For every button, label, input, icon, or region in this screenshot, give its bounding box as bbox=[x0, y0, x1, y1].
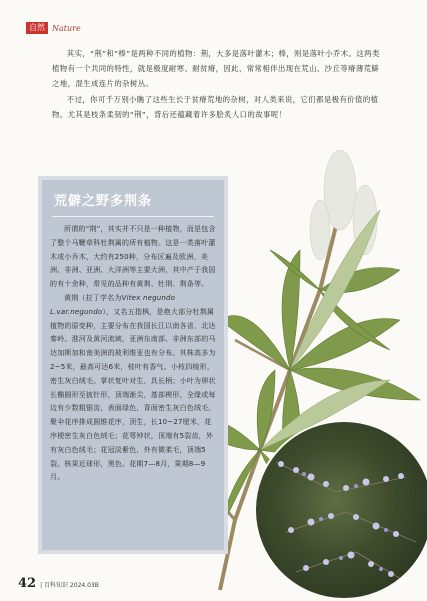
sidebar-divider bbox=[52, 216, 214, 217]
flower-cluster-graphic bbox=[256, 422, 427, 598]
category-badge: 自然 bbox=[26, 22, 48, 34]
page-number: 42 bbox=[18, 576, 37, 591]
sidebar-box bbox=[38, 176, 228, 554]
paragraph-rest: ），又名五指枫，是绝大部分牡荆属植物的原变种，主要分布在我国长江以南各省，北达秦岭、淮河及黄河流域，亚洲东南部、非洲东部的马达加斯加和南美洲的玻利维亚也有分布。其株高多为2~5米，最高可达6米，枝叶有香气。小枝四棱形，密生灰白绒毛。掌状复叶对生，具长柄；小叶为卵状长椭圆形至披针形，顶端渐尖，基部楔形，全缘或每边有少数粗锯齿，表面绿色，背面密生灰白色绒毛。聚伞花序排成圆锥花序，顶生，长10~27厘米，花序梗密生灰白色绒毛；花萼钟状，顶端有5裂齿，外有灰白色绒毛；花冠淡紫色，外有微柔毛，顶端5裂。核果近球形，黑色。花期7—8月，果期8—9月。 bbox=[50, 307, 216, 482]
sidebar-title: 荒僻之野多荆条 bbox=[54, 194, 153, 209]
intro-paragraph: 不过，你可千万别小瞧了这些生长于贫瘠荒地的杂树，对人类来说，它们都是极有价值的植物。尤其是枝条柔韧的“荆”，背后还蕴藏着许多脍炙人口的故事呢！ bbox=[52, 95, 379, 119]
magazine-info: | 百科知识 2024.03B bbox=[40, 582, 99, 589]
intro-text bbox=[52, 46, 382, 123]
intro-paragraph: 其实，“荆”和“棒”是两种不同的植物：荆，大多是落叶灌木；棒，则是落叶小乔木。这两类植物有一个共同的特性，就是极度耐寒、耐贫瘠，因此，常常相伴出现在荒山、沙丘等瘠薄荒僻之地，混生成连片的杂树丛。 bbox=[52, 49, 380, 88]
paragraph-prefix: 黄荆（拉丁学名为 bbox=[64, 293, 122, 302]
sidebar-paragraph bbox=[50, 292, 216, 485]
flower-photo bbox=[254, 420, 427, 600]
category-english: Nature bbox=[52, 23, 81, 33]
sidebar-paragraph: 所谓的“荆”，其实并不只是一种植物，而是包含了整个马鞭草科牡荆属的所有植物。这是一类落叶灌木或小乔木，大约有250种，分布区遍及欧洲、美洲、非洲、亚洲、大洋洲等主要大洲，其中产于我国的有十余种，常见的品种有黄荆、牡荆、荆条等。 bbox=[50, 225, 216, 289]
page-footer bbox=[18, 576, 99, 591]
page-header bbox=[26, 22, 81, 34]
sidebar-body bbox=[50, 223, 216, 485]
latin-name: Vitex negundo L.var.negundo bbox=[50, 293, 176, 316]
